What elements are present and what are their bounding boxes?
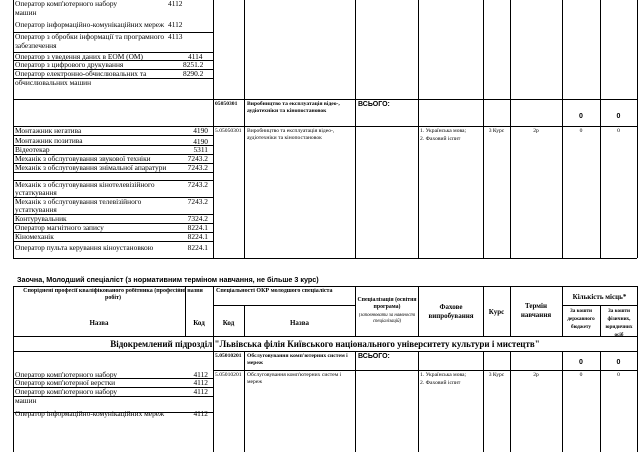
subdivision-title: Відокремлений підрозділ "Львівська філія Київського національного університету культури і мистецтв" xyxy=(110,339,540,349)
list-item: Оператор комп'ютерної верстки xyxy=(15,379,116,387)
course: 3 Курс xyxy=(488,128,505,134)
list-item-code: 4190 xyxy=(193,127,208,135)
list-item-code: 4190 xyxy=(193,138,208,146)
header-qualification: Спеціалізація (освітня програма) xyxy=(357,297,417,310)
state-places: 0 xyxy=(579,128,583,134)
row-code: 4112 xyxy=(168,0,183,8)
row-name: Оператор з обробки інформації та програмного xyxy=(15,33,165,41)
private-places: 0 xyxy=(617,128,620,134)
list-item-code: 8224.1 xyxy=(187,233,208,241)
list-item: Оператор пульта керування кіноустановкою xyxy=(15,244,154,252)
list-item-code: 7243.2 xyxy=(187,181,208,189)
list-item: Оператор інформаційно-комунікаційних мереж xyxy=(15,410,165,418)
list-item-code: 8224.1 xyxy=(187,224,208,232)
exam-1: 1. Українська мова; xyxy=(420,128,467,134)
list-item: Механік з обслуговування телевізійного xyxy=(15,198,142,206)
list-item: Оператор комп'ютерного набору xyxy=(15,388,118,396)
term: 2р xyxy=(533,128,539,134)
row-name: Оператор з уведення даних в ЕОМ (ОМ) xyxy=(15,53,143,61)
header-state: За кошти державного бюджету xyxy=(567,308,595,330)
list-item: машин xyxy=(15,397,37,405)
list-item: устаткування xyxy=(15,206,57,214)
row-name: забезпечення xyxy=(15,42,57,50)
detail-name: Виробництво та експлуатація відео-, аудіотехніки та кінопостановок xyxy=(247,128,335,141)
list-item: Монтажник негатива xyxy=(15,127,82,135)
course: 3 Курс xyxy=(488,372,505,378)
list-item-code: 7324.2 xyxy=(187,215,208,223)
header-okr-code: Код xyxy=(222,319,235,327)
header-specialties: Спеціальності ОКР молодшого спеціаліста xyxy=(216,288,333,294)
list-item: Оператор комп'ютерного набору xyxy=(15,371,118,379)
list-item-code: 8224.1 xyxy=(187,244,208,252)
total-private: 0 xyxy=(616,113,621,120)
header-places: Кількість місць* xyxy=(572,293,627,301)
okr-name: Обслуговування комп'ютерних систем і мереж xyxy=(247,353,348,366)
row-code: 4113 xyxy=(168,33,183,41)
exam-2: 2. Фаховий іспит xyxy=(420,136,461,142)
section-title: Заочна, Молодший спеціаліст (з нормативним терміном навчання, не більше 3 курс) xyxy=(17,275,319,284)
private-places: 0 xyxy=(617,372,620,378)
header-related-prof: Споріднені професії кваліфікованого робітника (професійні назви робіт) xyxy=(23,288,203,302)
okr-name: Виробництво та експлуатація відео-, аудіотехніки та кінопостановок xyxy=(247,101,340,114)
row-name: машин xyxy=(15,9,37,17)
exam-1: 1. Українська мова; xyxy=(420,372,467,378)
exam-2: 2. Фаховий іспит xyxy=(420,380,461,386)
list-item-code: 5311 xyxy=(193,146,208,154)
total-state: 0 xyxy=(579,359,583,366)
header-okr-name: Назва xyxy=(289,319,310,327)
list-item-code: 7243.2 xyxy=(187,155,208,163)
list-item-code: 4112 xyxy=(193,371,208,379)
total-label: ВСЬОГО: xyxy=(358,101,390,108)
row-code: 8251.2 xyxy=(183,61,204,69)
total-private: 0 xyxy=(616,359,621,366)
list-item: устаткування xyxy=(15,189,57,197)
list-item: Контурувальник xyxy=(15,215,67,223)
header-private: За кошти фізичних, юридичних осіб xyxy=(605,308,633,338)
list-item-code: 7243.2 xyxy=(187,198,208,206)
row-code: 8290.2 xyxy=(183,70,204,78)
okr-code: 05050301 xyxy=(215,101,238,107)
state-places: 0 xyxy=(579,372,583,378)
row-name: Оператор комп'ютерного набору xyxy=(15,0,118,8)
list-item: Механік з обслуговування знімальної апаратури xyxy=(15,164,167,172)
list-item: Механік з обслуговування кінотелевізійного xyxy=(15,181,155,189)
header-exams: Фахове випробування xyxy=(428,303,474,320)
row-name: Оператор електронно-обчислювальних та xyxy=(15,70,147,78)
header-code: Код xyxy=(193,319,205,327)
row-name: обчислювальних машин xyxy=(15,79,92,87)
total-label: ВСЬОГО: xyxy=(358,353,390,360)
okr-code: 5.05010201 xyxy=(215,353,242,359)
list-item: Оператор магнітного запису xyxy=(15,224,104,232)
header-qualification-note: (заповнювати за наявності спеціалізацій) xyxy=(358,313,416,324)
list-item-code: 4112 xyxy=(193,379,208,387)
detail-name: Обслуговування комп'ютерних систем і мереж xyxy=(247,372,342,385)
total-state: 0 xyxy=(579,113,583,120)
list-item-code: 4112 xyxy=(193,388,208,396)
header-name: Назва xyxy=(89,319,109,327)
list-item: Кіномеханік xyxy=(15,233,54,241)
row-name: Оператор з цифрового друкування xyxy=(15,61,124,69)
row-name: Оператор інформаційно-комунікаційних мереж xyxy=(15,21,165,29)
list-item-code: 7243.2 xyxy=(187,164,208,172)
list-item: Механік з обслуговування звукової техніки xyxy=(15,155,151,163)
list-item-code: 4112 xyxy=(193,410,208,418)
list-item: Відеотекар xyxy=(15,146,50,154)
header-course: Курс xyxy=(488,308,505,316)
detail-code: 5.05050301 xyxy=(215,128,242,134)
header-term: Термін навчання xyxy=(520,302,552,319)
row-code: 4112 xyxy=(168,21,183,29)
list-item: Монтажник позитива xyxy=(15,137,83,145)
row-code: 4114 xyxy=(188,53,203,61)
term: 2р xyxy=(533,372,539,378)
detail-code: 5.05010201 xyxy=(215,372,242,378)
